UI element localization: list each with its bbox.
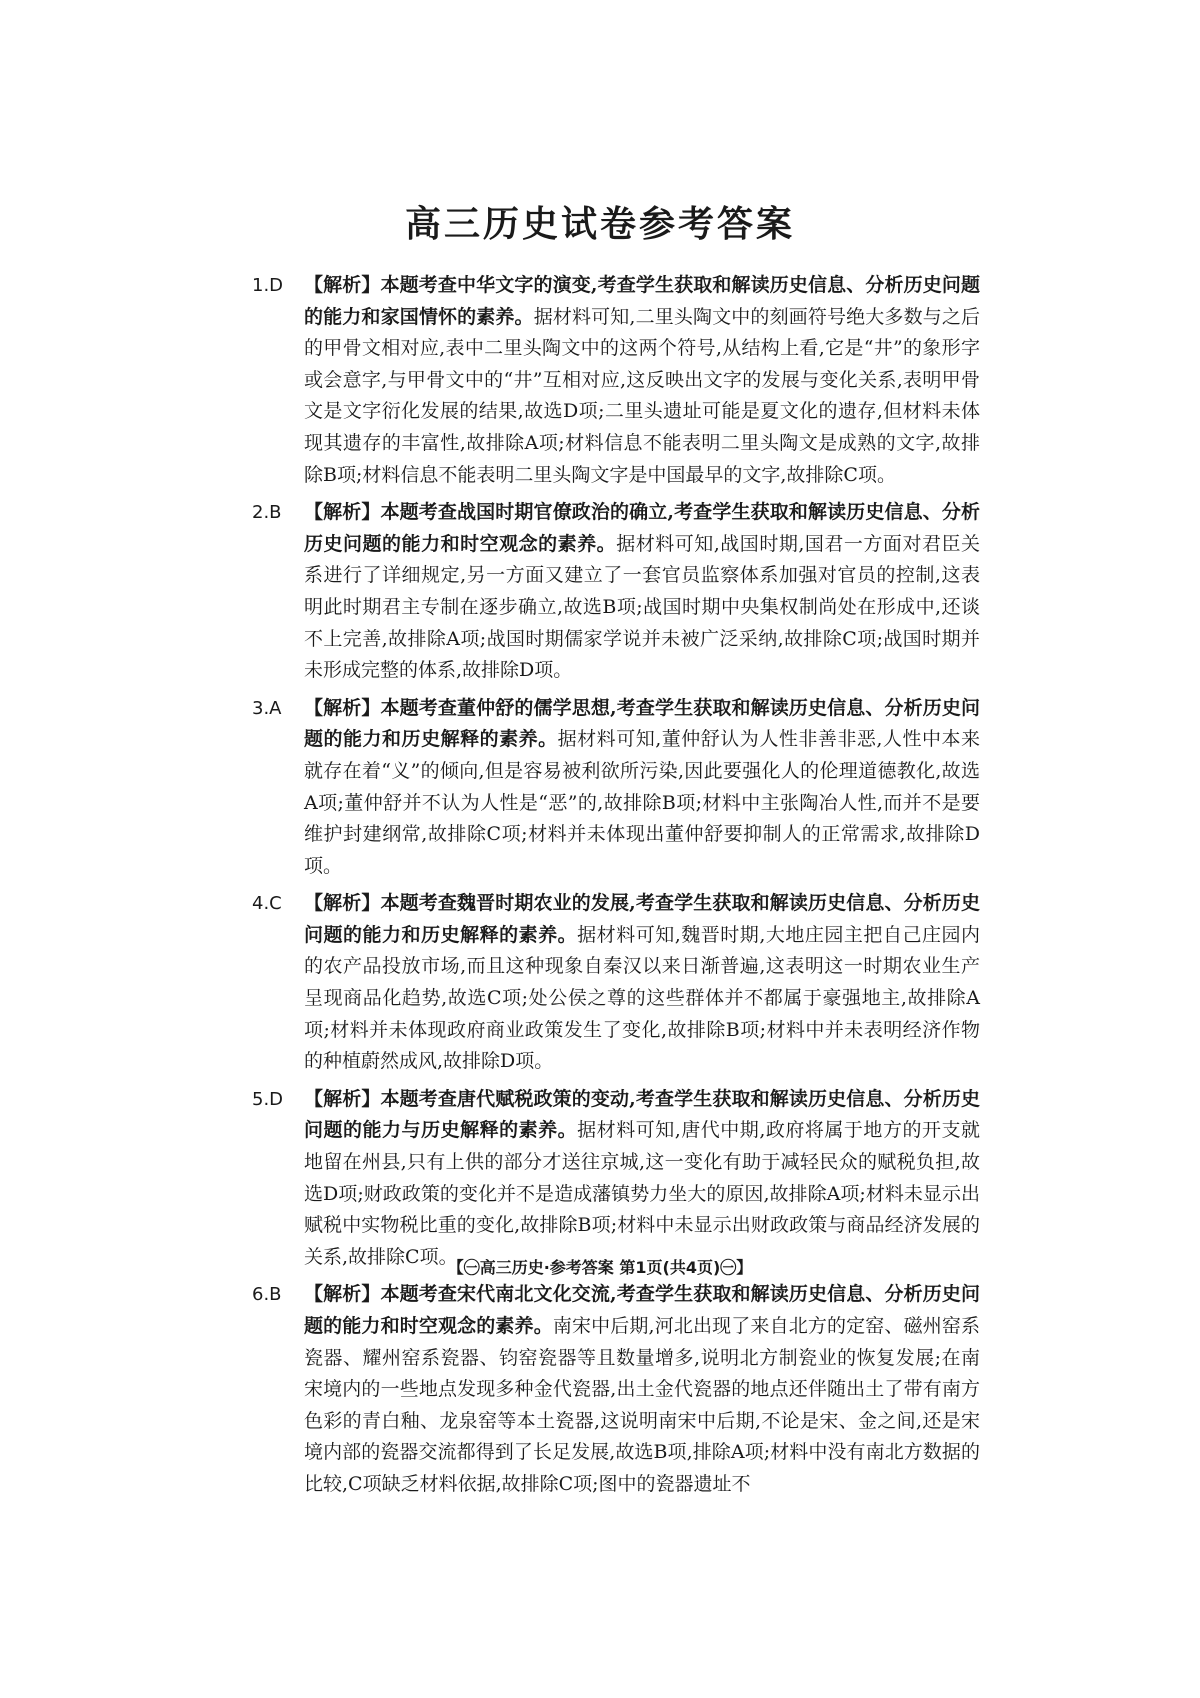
answer-item-5 (252, 1084, 980, 1274)
answer-body: 据材料可知,战国时期,国君一方面对君臣关系进行了详细规定,另一方面又建立了一套官员监察体系加强对官员的控制,这表明此时期君主专制在逐步确立,故选B项;战国时期中央集权制尚处在形成中,还谈不上完善,故排除A项;战国时期儒家学说并未被广泛采纳,故排除C项;战国时期并未形成完整的体系,故排除D项。 (304, 532, 980, 682)
answer-number: 1.D (252, 275, 284, 296)
answer-body: 据材料可知,魏晋时期,大地庄园主把自己庄园内的农产品投放市场,而且这种现象自秦汉以来日渐普遍,这表明这一时期农业生产呈现商品化趋势,故选C项;处公侯之尊的这些群体并不都属于豪强地主,故排除A项;材料并未体现政府商业政策发生了变化,故排除B项;材料中并未表明经济作物的种植蔚然成风,故排除D项。 (304, 923, 980, 1073)
answer-item-1 (252, 270, 980, 491)
answer-number: 6.B (252, 1284, 282, 1306)
answer-lead: 本题考查唐代赋税政策的变动,考查学生获取和解读历史信息、分析历史问题的能力与历史解释的素养。 (304, 1087, 980, 1142)
answer-lead: 本题考查董仲舒的儒学思想,考查学生获取和解读历史信息、分析历史问题的能力和历史解释的素养。 (304, 696, 980, 751)
answer-number: 3.A (252, 697, 282, 719)
answer-item-4 (252, 888, 980, 1078)
answer-body: 据材料可知,董仲舒认为人性非善非恶,人性中本来就存在着“义”的倾向,但是容易被利欲所污染,因此要强化人的伦理道德教化,故选A项;董仲舒并不认为人性是“恶”的,故排除B项;材料中主张陶冶人性,而并不是要维护封建纲常,故排除C项;材料并未体现出董仲舒要抑制人的正常需求,故排除D项。 (304, 728, 980, 877)
answer-lead: 本题考查战国时期官僚政治的确立,考查学生获取和解读历史信息、分析历史问题的能力和时空观念的素养。 (304, 501, 980, 555)
answer-item-2 (252, 497, 980, 687)
analysis-tag: 【解析】 (304, 696, 381, 719)
answer-item-6 (252, 1279, 980, 1500)
answer-lead: 本题考查宋代南北文化交流,考查学生获取和解读历史信息、分析历史问题的能力和时空观念的素养。 (304, 1283, 980, 1337)
answer-item-3 (252, 693, 980, 883)
answer-body: 据材料可知,二里头陶文中的刻画符号绝大多数与之后的甲骨文相对应,表中二里头陶文中的这两个符号,从结构上看,它是“井”的象形字或会意字,与甲骨文中的“井”互相对应,这反映出文字的发展与变化关系,表明甲骨文是文字衍化发展的结果,故选D项;二里头遗址可能是夏文化的遗存,但材料未体现其遗存的丰富性,故排除A项;材料信息不能表明二里头陶文是成熟的文字,故排除B项;材料信息不能表明二里头陶文字是中国最早的文字,故排除C项。 (304, 305, 980, 486)
answer-number: 5.D (252, 1088, 284, 1110)
analysis-tag: 【解析】 (304, 1087, 381, 1110)
answer-lead: 本题考查魏晋时期农业的发展,考查学生获取和解读历史信息、分析历史问题的能力和历史解释的素养。 (304, 892, 980, 946)
analysis-tag: 【解析】 (304, 892, 381, 915)
page-footer: 【㊀高三历史·参考答案 第1页(共4页)㊀】 (447, 1258, 753, 1277)
analysis-tag: 【解析】 (304, 1283, 381, 1306)
analysis-tag: 【解析】 (304, 274, 381, 296)
answer-lead: 本题考查中华文字的演变,考查学生获取和解读历史信息、分析历史问题的能力和家国情怀的素养。 (304, 274, 980, 328)
answer-body: 南宋中后期,河北出现了来自北方的定窑、磁州窑系瓷器、耀州窑系瓷器、钧窑瓷器等且数量增多,说明北方制瓷业的恢复发展;在南宋境内的一些地点发现多种金代瓷器,出土金代瓷器的地点还伴随出土了带有南方色彩的青白釉、龙泉窑等本土瓷器,这说明南宋中后期,不论是宋、金之间,还是宋境内部的瓷器交流都得到了长足发展,故选B项,排除A项;材料中没有南北方数据的比较,C项缺乏材料依据,故排除C项;图中的瓷器遗址不 (304, 1315, 980, 1495)
answer-number: 4.C (252, 893, 282, 915)
document-title: 高三历史试卷参考答案 (404, 203, 795, 245)
answer-number: 2.B (252, 502, 282, 524)
answer-list (252, 270, 980, 1507)
answer-body: 据材料可知,唐代中期,政府将属于地方的开支就地留在州县,只有上供的部分才送往京城,这一变化有助于减轻民众的赋税负担,故选D项;财政政策的变化并不是造成藩镇势力坐大的原因,故排除A项;材料未显示出赋税中实物税比重的变化,故排除B项;材料中未显示出财政政策与商品经济发展的关系,故排除C项。 (304, 1119, 980, 1268)
analysis-tag: 【解析】 (304, 501, 381, 524)
